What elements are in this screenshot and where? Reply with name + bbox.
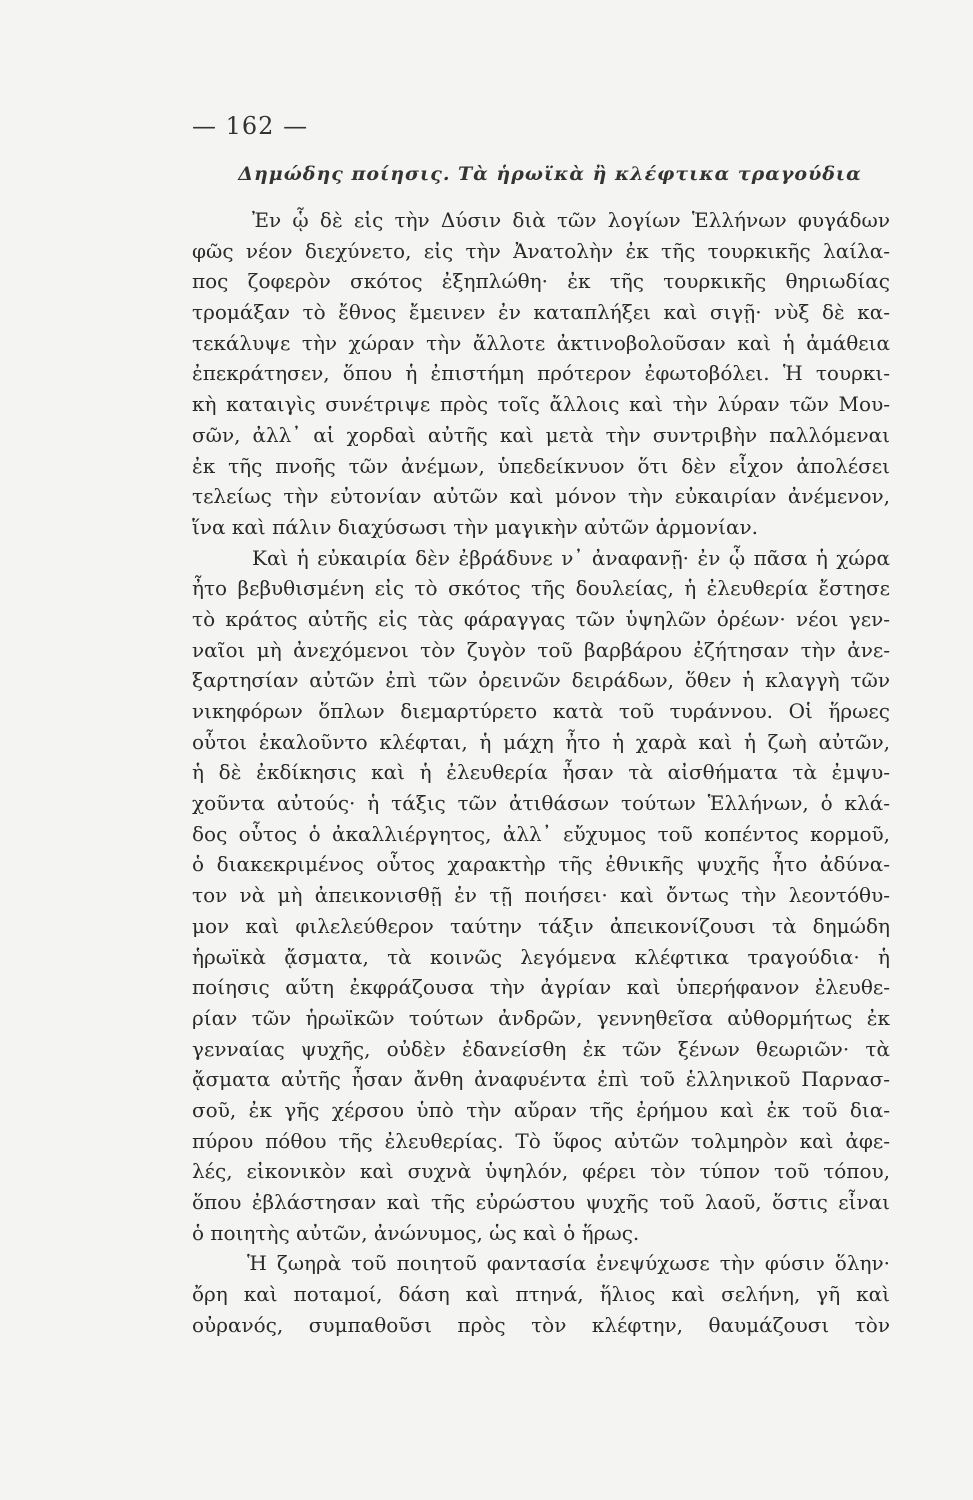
- text-line: ρίαν τῶν ἡρωϊκῶν τούτων ἀνδρῶν, γεννηθεῖσα αὐθορμήτως ἐκ: [192, 1005, 890, 1030]
- text-line: τεκάλυψε τὴν χώραν τὴν ἄλλοτε ἀκτινοβολοῦσαν καὶ ἡ ἀμάθεια: [192, 330, 890, 355]
- text-line: ὁ ποιητὴς αὐτῶν, ἀνώνυμος, ὡς καὶ ὁ ἥρως.: [192, 1220, 640, 1245]
- text-line: ἡρωϊκὰ ᾄσματα, τὰ κοινῶς λεγόμενα κλέφτικα τραγούδια· ἡ: [192, 944, 890, 969]
- text-line: ὄρη καὶ ποταμοί, δάση καὶ πτηνά, ἥλιος καὶ σελήνη, γῆ καὶ: [192, 1282, 890, 1307]
- page-number: — 162 —: [192, 112, 309, 140]
- text-line: φῶς νέον διεχύνετο, εἰς τὴν Ἀνατολὴν ἐκ τῆς τουρκικῆς λαίλα-: [192, 238, 890, 263]
- text-line: οὗτοι ἐκαλοῦντο κλέφται, ἡ μάχη ἦτο ἡ χαρὰ καὶ ἡ ζωὴ αὐτῶν,: [192, 729, 890, 754]
- text-line: πύρου πόθου τῆς ἐλευθερίας. Τὸ ὕφος αὐτῶν τολμηρὸν καὶ ἀφε-: [192, 1128, 890, 1153]
- text-line: τελείως τὴν εὐτονίαν αὐτῶν καὶ μόνον τὴν εὐκαιρίαν ἀνέμενον,: [192, 484, 890, 509]
- text-line: τον νὰ μὴ ἀπεικονισθῇ ἐν τῇ ποιήσει· καὶ ὄντως τὴν λεοντόθυ-: [192, 883, 890, 908]
- text-line: σοῦ, ἐκ γῆς χέρσου ὑπὸ τὴν αὔραν τῆς ἐρήμου καὶ ἐκ τοῦ δια-: [192, 1097, 890, 1122]
- text-line: γενναίας ψυχῆς, οὐδὲν ἐδανείσθη ἐκ τῶν ξένων θεωριῶν· τὰ: [192, 1036, 890, 1061]
- text-line: νικηφόρων ὅπλων διεμαρτύρετο κατὰ τοῦ τυράννου. Οἱ ἥρωες: [192, 699, 890, 723]
- text-line: χοῦντα αὐτούς· ἡ τάξις τῶν ἀτιθάσων τούτων Ἑλλήνων, ὁ κλά-: [192, 791, 890, 816]
- text-line: ἵνα καὶ πάλιν διαχύσωσι τὴν μαγικὴν αὐτῶν ἁρμονίαν.: [192, 514, 758, 539]
- text-line: πος ζοφερὸν σκότος ἐξηπλώθη· ἐκ τῆς τουρκικῆς θηριωδίας: [192, 269, 890, 294]
- text-line: δος οὗτος ὁ ἀκαλλιέργητος, ἀλλ᾿ εὔχυμος τοῦ κοπέντος κορμοῦ,: [192, 821, 890, 846]
- text-line: κὴ καταιγὶς συνέτριψε πρὸς τοῖς ἄλλοις καὶ τὴν λύραν τῶν Μου-: [192, 392, 890, 417]
- text-line: τρομάξαν τὸ ἔθνος ἔμεινεν ἐν καταπλήξει καὶ σιγῇ· νὺξ δὲ κα-: [192, 300, 890, 325]
- text-line: ἐπεκράτησεν, ὅπου ἡ ἐπιστήμη πρότερον ἐφωτοβόλει. Ἡ τουρκι-: [192, 361, 890, 386]
- text-line: Καὶ ἡ εὐκαιρία δὲν ἐβράδυνε ν᾿ ἀναφανῇ· ἐν ᾧ πᾶσα ἡ χώρα: [252, 545, 890, 570]
- text-line: Ἡ ζωηρὰ τοῦ ποιητοῦ φαντασία ἐνεψύχωσε τὴν φύσιν ὅλην·: [247, 1251, 890, 1276]
- text-line: ἦτο βεβυθισμένη εἰς τὸ σκότος τῆς δουλείας, ἡ ἐλευθερία ἔστησε: [192, 576, 890, 601]
- body-text: [192, 205, 890, 1340]
- text-line: ὁ διακεκριμένος οὗτος χαρακτὴρ τῆς ἐθνικῆς ψυχῆς ἦτο ἀδύνα-: [192, 852, 890, 877]
- text-line: ἡ δὲ ἐκδίκησις καὶ ἡ ἐλευθερία ἦσαν τὰ αἰσθήματα τὰ ἐμψυ-: [192, 760, 890, 785]
- text-line: τὸ κράτος αὐτῆς εἰς τὰς φάραγγας τῶν ὑψηλῶν ὀρέων· νέοι γεν-: [192, 606, 890, 631]
- text-line: ἐκ τῆς πνοῆς τῶν ἀνέμων, ὑπεδείκνυον ὅτι δὲν εἶχον ἀπολέσει: [192, 453, 890, 478]
- text-line: ὅπου ἐβλάστησαν καὶ τῆς εὐρώστου ψυχῆς τοῦ λαοῦ, ὅστις εἶναι: [192, 1190, 890, 1214]
- text-line: ξαρτησίαν αὐτῶν ἐπὶ τῶν ὀρεινῶν δειράδων, ὅθεν ἡ κλαγγὴ τῶν: [192, 668, 890, 693]
- text-line: οὐρανός, συμπαθοῦσι πρὸς τὸν κλέφτην, θαυμάζουσι τὸν: [192, 1312, 890, 1337]
- text-line: Ἐν ᾧ δὲ εἰς τὴν Δύσιν διὰ τῶν λογίων Ἑλλήνων φυγάδων: [252, 208, 890, 232]
- text-line: ᾄσματα αὐτῆς ἦσαν ἄνθη ἀναφυέντα ἐπὶ τοῦ ἑλληνικοῦ Παρνασ-: [192, 1067, 890, 1092]
- text-line: ναῖοι μὴ ἀνεχόμενοι τὸν ζυγὸν τοῦ βαρβάρου ἐζήτησαν τὴν ἀνε-: [192, 637, 890, 662]
- text-line: ποίησις αὕτη ἐκφράζουσα τὴν ἀγρίαν καὶ ὑπερήφανον ἐλευθε-: [192, 975, 890, 1000]
- text-line: μον καὶ φιλελεύθερον ταύτην τάξιν ἀπεικονίζουσι τὰ δημώδη: [192, 913, 890, 938]
- text-line: σῶν, ἀλλ᾿ αἱ χορδαὶ αὐτῆς καὶ μετὰ τὴν συντριβὴν παλλόμεναι: [192, 422, 890, 447]
- text-line: λές, εἰκονικὸν καὶ συχνὰ ὑψηλόν, φέρει τὸν τύπον τοῦ τόπου,: [192, 1159, 890, 1184]
- section-title: Δημώδης ποίησις. Τὰ ἡρωϊκὰ ἢ κλέφτικα τραγούδια: [238, 163, 862, 185]
